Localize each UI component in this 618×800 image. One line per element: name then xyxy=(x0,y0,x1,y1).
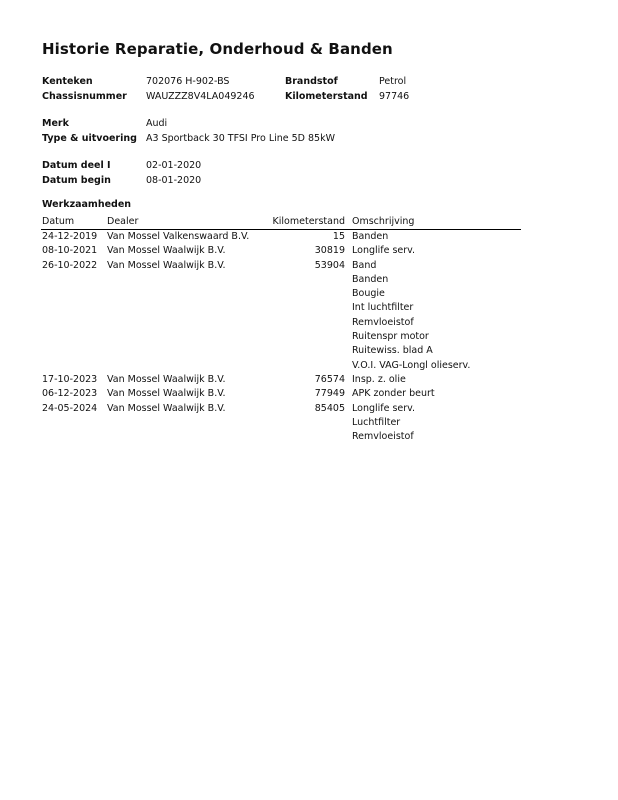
row-dealer: Van Mossel Waalwijk B.V. xyxy=(107,373,226,385)
row-omschrijving: Remvloeistof xyxy=(352,431,414,443)
row-datum: 08-10-2021 xyxy=(42,245,98,257)
row-datum: 17-10-2023 xyxy=(42,373,98,385)
werkzaamheden-title: Werkzaamheden xyxy=(42,199,132,210)
table-row xyxy=(0,287,618,301)
row-omschrijving: Ruitewiss. blad A xyxy=(352,345,433,357)
brandstof-label: Brandstof xyxy=(285,76,338,87)
table-row xyxy=(0,430,618,444)
row-omschrijving: Ruitenspr motor xyxy=(352,331,429,343)
row-datum: 26-10-2022 xyxy=(42,259,98,271)
row-kilometerstand: 53904 xyxy=(314,259,345,271)
row-dealer: Van Mossel Waalwijk B.V. xyxy=(107,245,226,257)
row-dealer: Van Mossel Waalwijk B.V. xyxy=(107,388,226,400)
row-omschrijving: Luchtfilter xyxy=(352,416,401,428)
row-omschrijving: Band xyxy=(352,259,377,271)
table-row xyxy=(0,416,618,430)
row-omschrijving: APK zonder beurt xyxy=(352,388,435,400)
row-kilometerstand: 30819 xyxy=(314,245,345,257)
row-omschrijving: Bougie xyxy=(352,288,385,300)
page-title: Historie Reparatie, Onderhoud & Banden xyxy=(42,40,393,58)
datum-begin-value: 08-01-2020 xyxy=(146,175,202,186)
col-header-omschrijving: Omschrijving xyxy=(352,216,415,227)
table-row xyxy=(0,387,618,401)
chassis-value: WAUZZZ8V4LA049246 xyxy=(146,91,255,102)
table-row xyxy=(0,330,618,344)
table-row xyxy=(0,273,618,287)
chassis-label: Chassisnummer xyxy=(42,91,127,102)
row-omschrijving: Banden xyxy=(352,273,389,285)
merk-label: Merk xyxy=(42,118,69,129)
type-value: A3 Sportback 30 TFSI Pro Line 5D 85kW xyxy=(146,133,335,144)
datum-deel-value: 02-01-2020 xyxy=(146,160,202,171)
table-row xyxy=(0,244,618,258)
row-omschrijving: V.O.I. VAG-Longl olieserv. xyxy=(352,359,471,371)
row-omschrijving: Longlife serv. xyxy=(352,245,416,257)
brandstof-value: Petrol xyxy=(379,76,407,87)
row-dealer: Van Mossel Waalwijk B.V. xyxy=(107,259,226,271)
col-header-kilometerstand: Kilometerstand xyxy=(272,216,345,227)
row-omschrijving: Int luchtfilter xyxy=(352,302,414,314)
merk-value: Audi xyxy=(146,118,168,129)
datum-begin-label: Datum begin xyxy=(42,175,111,186)
kenteken-value: 702076 H-902-BS xyxy=(146,76,230,87)
werkzaamheden-table xyxy=(0,230,618,444)
col-header-datum: Datum xyxy=(42,216,75,227)
row-omschrijving: Remvloeistof xyxy=(352,316,414,328)
table-row xyxy=(0,373,618,387)
row-dealer: Van Mossel Valkenswaard B.V. xyxy=(107,231,250,242)
kilometerstand-value: 97746 xyxy=(379,91,410,102)
row-kilometerstand: 15 xyxy=(332,231,345,242)
table-row xyxy=(0,301,618,315)
table-row xyxy=(0,259,618,273)
table-row xyxy=(0,316,618,330)
table-row xyxy=(0,402,618,416)
datum-deel-label: Datum deel I xyxy=(42,160,111,171)
row-datum: 24-05-2024 xyxy=(42,402,98,414)
row-omschrijving: Longlife serv. xyxy=(352,402,416,414)
row-kilometerstand: 76574 xyxy=(314,373,345,385)
table-row xyxy=(0,230,618,244)
row-omschrijving: Insp. z. olie xyxy=(352,373,406,385)
row-dealer: Van Mossel Waalwijk B.V. xyxy=(107,402,226,414)
row-kilometerstand: 77949 xyxy=(314,388,345,400)
table-row xyxy=(0,359,618,373)
type-label: Type & uitvoering xyxy=(42,133,137,144)
table-row xyxy=(0,344,618,358)
kilometerstand-label: Kilometerstand xyxy=(285,91,368,102)
row-datum: 24-12-2019 xyxy=(42,231,98,242)
row-kilometerstand: 85405 xyxy=(314,402,345,414)
col-header-dealer: Dealer xyxy=(107,216,139,227)
row-omschrijving: Banden xyxy=(352,231,389,242)
kenteken-label: Kenteken xyxy=(42,76,93,87)
row-datum: 06-12-2023 xyxy=(42,388,98,400)
